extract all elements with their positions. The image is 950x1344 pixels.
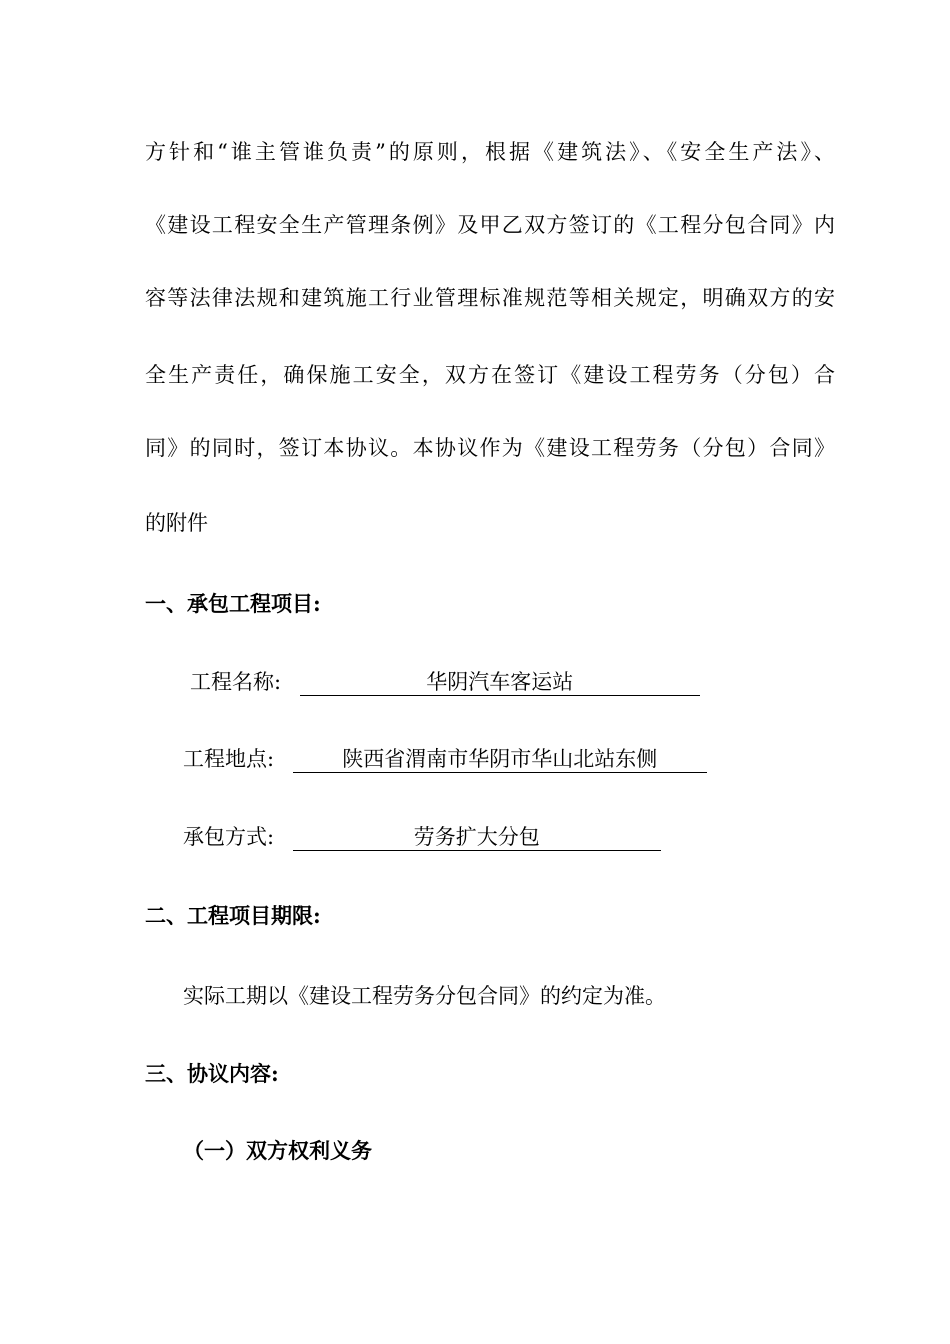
project-location-label: 工程地点:: [183, 747, 275, 771]
paragraph-line: 容等法律法规和建筑施工行业管理标准规范等相关规定，明确双方的安: [145, 286, 835, 310]
contract-mode-value: 劳务扩大分包: [293, 824, 661, 851]
contract-mode-label: 承包方式:: [183, 825, 275, 849]
paragraph-line: 同》的同时，签订本协议。本协议作为《建设工程劳务（分包）合同》: [145, 436, 835, 460]
section-3-subheading: （一）双方权利义务: [183, 1138, 372, 1163]
project-name-value: 华阴汽车客运站: [300, 669, 700, 696]
project-location-value: 陕西省渭南市华阴市华山北站东侧: [293, 746, 707, 773]
paragraph-line: 《建设工程安全生产管理条例》及甲乙双方签订的《工程分包合同》内: [145, 213, 835, 237]
contract-mode-field: [183, 823, 661, 851]
section-2-text: 实际工期以《建设工程劳务分包合同》的约定为准。: [183, 984, 666, 1008]
paragraph-line: 全生产责任，确保施工安全，双方在签订《建设工程劳务（分包）合: [145, 363, 835, 387]
paragraph-line: 的附件: [145, 511, 208, 535]
project-name-label: 工程名称:: [190, 670, 282, 694]
section-heading-2: 二、工程项目期限:: [145, 903, 321, 928]
section-heading-3: 三、协议内容:: [145, 1061, 279, 1086]
project-location-field: [183, 745, 707, 773]
paragraph-line: 方针和“谁主管谁负责”的原则，根据《建筑法》、《安全生产法》、: [145, 140, 835, 164]
section-heading-1: 一、承包工程项目:: [145, 591, 321, 616]
project-name-field: [190, 668, 700, 696]
